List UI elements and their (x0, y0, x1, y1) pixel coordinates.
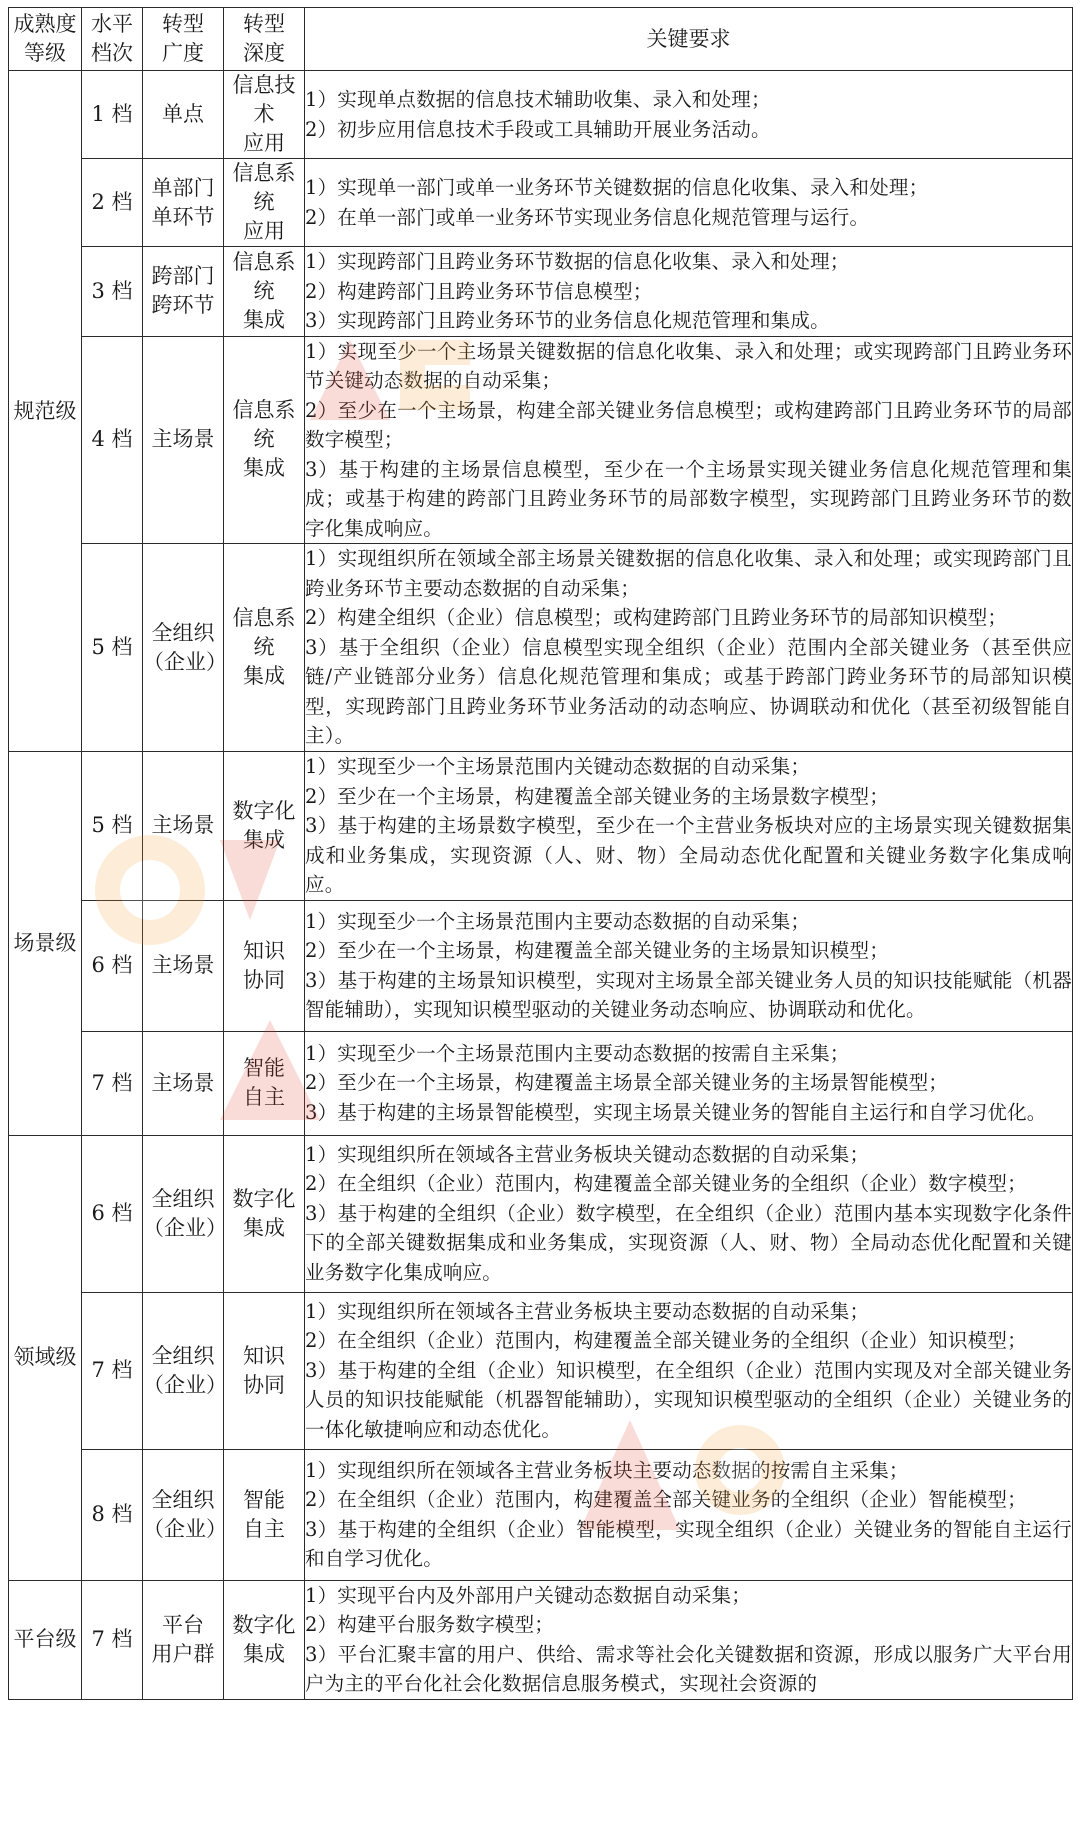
breadth-cell: 跨部门 跨环节 (143, 247, 224, 337)
requirement-item: 1）实现单一部门或单一业务环节关键数据的信息化收集、录入和处理； (305, 176, 929, 199)
requirement-item: 2）在全组织（企业）范围内，构建覆盖全部关键业务的全组织（企业）知识模型； (305, 1329, 1027, 1353)
table-row (9, 247, 1073, 337)
depth-cell: 信息系统 集成 (224, 544, 305, 752)
table-row (9, 752, 1073, 901)
table-row (9, 1031, 1073, 1135)
depth-cell: 知识 协同 (224, 1292, 305, 1449)
breadth-cell: 全组织 （企业） (143, 544, 224, 752)
table-row (9, 1135, 1073, 1292)
table-row (9, 159, 1073, 247)
requirement-item: 2）至少在一个主场景，构建覆盖全部关键业务的主场景数字模型； (305, 784, 889, 808)
maturity-table (8, 7, 1073, 1700)
breadth-cell: 主场景 (143, 752, 224, 901)
requirements-cell (305, 1031, 1073, 1135)
header-breadth: 转型 广度 (143, 8, 224, 71)
breadth-cell: 单点 (143, 71, 224, 159)
requirement-item: 1）实现组织所在领域全部主场景关键数据的信息化收集、录入和处理；或实现跨部门且跨业务环节主要动态数据的自动采集； (305, 547, 1072, 600)
requirement-item: 2）构建全组织（企业）信息模型；或构建跨部门且跨业务环节的局部知识模型； (305, 606, 1008, 630)
table-header-row (9, 8, 1073, 71)
table-row (9, 71, 1073, 159)
grade-cell: 7 档 (82, 1580, 143, 1699)
requirements-cell (305, 71, 1073, 159)
requirements-cell (305, 1135, 1073, 1292)
requirement-item: 3）基于构建的主场景数字模型，至少在一个主营业务板块对应的主场景实现关键数据集成和业务集成，实现资源（人、财、物）全局动态优化配置和关键业务数字化集成响应。 (305, 814, 1072, 896)
requirement-item: 2）至少在一个主场景，构建全部关键业务信息模型；或构建跨部门且跨业务环节的局部数字模型； (305, 398, 1072, 451)
depth-cell: 信息系统 集成 (224, 336, 305, 544)
depth-cell: 数字化 集成 (224, 752, 305, 901)
grade-cell: 8 档 (82, 1449, 143, 1580)
maturity-level-cell: 规范级 (9, 71, 82, 752)
requirements-cell (305, 247, 1073, 337)
breadth-cell: 主场景 (143, 900, 224, 1031)
requirement-item: 2）至少在一个主场景，构建覆盖全部关键业务的主场景知识模型； (305, 939, 889, 962)
depth-cell: 智能 自主 (224, 1031, 305, 1135)
grade-cell: 5 档 (82, 544, 143, 752)
requirement-item: 2）构建跨部门且跨业务环节信息模型； (305, 279, 653, 303)
requirement-item: 3）平台汇聚丰富的用户、供给、需求等社会化关键数据和资源，形成以服务广大平台用户为主的平台化社会化数据信息服务模式，实现社会资源的 (305, 1642, 1072, 1695)
requirement-item: 3）基于构建的全组织（企业）智能模型，实现全组织（企业）关键业务的智能自主运行和自学习优化。 (305, 1517, 1072, 1570)
requirement-item: 3）基于构建的全组（企业）知识模型，在全组织（企业）范围内实现及对全部关键业务人员的知识技能赋能（机器智能辅助），实现知识模型驱动的全组织（企业）关键业务的一体化敏捷响应和动态优化。 (305, 1358, 1072, 1441)
depth-cell: 知识 协同 (224, 900, 305, 1031)
requirement-item: 1）实现组织所在领域各主营业务板块主要动态数据的自动采集； (305, 1299, 870, 1323)
depth-cell: 信息系统 应用 (224, 159, 305, 247)
maturity-level-cell: 平台级 (9, 1580, 82, 1699)
requirements-cell (305, 752, 1073, 901)
requirement-item: 3）基于全组织（企业）信息模型实现全组织（企业）范围内全部关键业务（甚至供应链/产业链部分业务）信息化规范管理和集成；或基于跨部门跨业务环节的局部知识模型，实现跨部门且跨业务环节业务活动的动态响应、协调联动和优化（甚至初级智能自主）。 (305, 635, 1072, 748)
table-row (9, 1449, 1073, 1580)
depth-cell: 智能 自主 (224, 1449, 305, 1580)
requirement-item: 1）实现单点数据的信息技术辅助收集、录入和处理； (305, 88, 771, 111)
grade-cell: 5 档 (82, 752, 143, 901)
requirement-item: 2）在单一部门或单一业务环节实现业务信息化规范管理与运行。 (305, 205, 870, 229)
breadth-cell: 单部门 单环节 (143, 159, 224, 247)
requirement-item: 1）实现至少一个主场景关键数据的信息化收集、录入和处理；或实现跨部门且跨业务环节关键动态数据的自动采集； (305, 339, 1072, 392)
requirement-item: 2）在全组织（企业）范围内，构建覆盖全部关键业务的全组织（企业）数字模型； (305, 1172, 1027, 1196)
breadth-cell: 主场景 (143, 336, 224, 544)
grade-cell: 1 档 (82, 71, 143, 159)
requirements-cell (305, 336, 1073, 544)
requirements-cell (305, 1292, 1073, 1449)
requirement-item: 1）实现至少一个主场景范围内关键动态数据的自动采集； (305, 755, 811, 778)
requirement-item: 1）实现至少一个主场景范围内主要动态数据的自动采集； (305, 909, 811, 933)
breadth-cell: 全组织 （企业） (143, 1449, 224, 1580)
header-grade: 水平 档次 (82, 8, 143, 71)
header-level: 成熟度 等级 (9, 8, 82, 71)
grade-cell: 6 档 (82, 900, 143, 1031)
table-row (9, 544, 1073, 752)
grade-cell: 3 档 (82, 247, 143, 337)
requirement-item: 3）实现跨部门且跨业务环节的业务信息化规范管理和集成。 (305, 309, 830, 332)
requirement-item: 3）基于构建的主场景知识模型，实现对主场景全部关键业务人员的知识技能赋能（机器智能辅助），实现知识模型驱动的关键业务动态响应、协调联动和优化。 (305, 968, 1072, 1021)
requirement-item: 2）初步应用信息技术手段或工具辅助开展业务活动。 (305, 117, 771, 141)
depth-cell: 信息技术 应用 (224, 71, 305, 159)
requirement-item: 3）基于构建的主场景信息模型，至少在一个主场景实现关键业务信息化规范管理和集成；或基于构建的跨部门且跨业务环节的局部数字模型，实现跨部门且跨业务环节的数字化集成响应。 (305, 457, 1072, 540)
table-row (9, 900, 1073, 1031)
requirement-item: 1）实现平台内及外部用户关键动态数据自动采集； (305, 1583, 752, 1607)
requirement-item: 2）构建平台服务数字模型； (305, 1613, 555, 1636)
requirement-item: 1）实现至少一个主场景范围内主要动态数据的按需自主采集； (305, 1041, 850, 1065)
depth-cell: 信息系统 集成 (224, 247, 305, 337)
header-depth: 转型 深度 (224, 8, 305, 71)
requirement-item: 3）基于构建的全组织（企业）数字模型，在全组织（企业）范围内基本实现数字化条件下的全部关键数据集成和业务集成，实现资源（人、财、物）全局动态优化配置和关键业务数字化集成响应。 (305, 1201, 1072, 1284)
depth-cell: 数字化 集成 (224, 1135, 305, 1292)
requirements-cell (305, 1449, 1073, 1580)
requirements-cell (305, 544, 1073, 752)
requirements-cell (305, 1580, 1073, 1699)
requirements-cell (305, 159, 1073, 247)
breadth-cell: 平台 用户群 (143, 1580, 224, 1699)
requirement-item: 3）基于构建的主场景智能模型，实现主场景关键业务的智能自主运行和自学习优化。 (305, 1100, 1047, 1124)
breadth-cell: 全组织 （企业） (143, 1292, 224, 1449)
requirement-item: 2）至少在一个主场景，构建覆盖主场景全部关键业务的主场景智能模型； (305, 1071, 949, 1095)
breadth-cell: 全组织 （企业） (143, 1135, 224, 1292)
requirement-item: 1）实现跨部门且跨业务环节数据的信息化收集、录入和处理； (305, 250, 850, 273)
requirements-cell (305, 900, 1073, 1031)
depth-cell: 数字化 集成 (224, 1580, 305, 1699)
maturity-level-cell: 场景级 (9, 752, 82, 1136)
table-row (9, 1292, 1073, 1449)
grade-cell: 7 档 (82, 1292, 143, 1449)
grade-cell: 6 档 (82, 1135, 143, 1292)
requirement-item: 1）实现组织所在领域各主营业务板块关键动态数据的自动采集； (305, 1142, 870, 1166)
grade-cell: 2 档 (82, 159, 143, 247)
requirement-item: 1）实现组织所在领域各主营业务板块主要动态数据的按需自主采集； (305, 1458, 909, 1482)
table-row (9, 1580, 1073, 1699)
table-row (9, 336, 1073, 544)
header-requirements: 关键要求 (305, 8, 1073, 71)
breadth-cell: 主场景 (143, 1031, 224, 1135)
maturity-level-cell: 领域级 (9, 1135, 82, 1580)
grade-cell: 7 档 (82, 1031, 143, 1135)
requirement-item: 2）在全组织（企业）范围内，构建覆盖全部关键业务的全组织（企业）智能模型； (305, 1488, 1027, 1511)
grade-cell: 4 档 (82, 336, 143, 544)
